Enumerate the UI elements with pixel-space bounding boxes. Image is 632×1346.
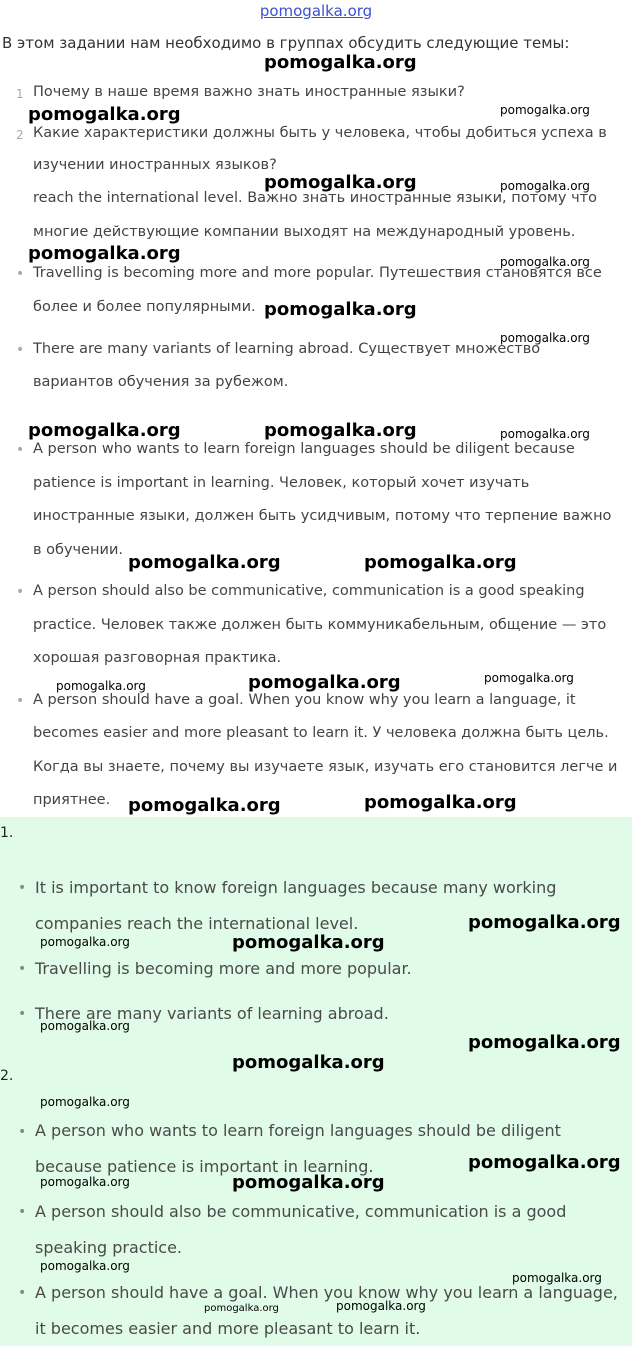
site-logo-link[interactable]: pomogalka.org xyxy=(259,2,373,20)
question-2-line-1: Какие характеристики должны быть у человека, чтобы добиться успеха в xyxy=(33,125,607,141)
bullet-icon: • xyxy=(16,442,25,458)
watermark: pomogalka.org xyxy=(500,331,590,345)
bullet-5-line-1: A person should have a goal. When you know why you learn a language, it xyxy=(33,692,576,708)
answer-2-3-line-1: A person should have a goal. When you know why you learn a language, xyxy=(35,1283,618,1302)
watermark: pomogalka.org xyxy=(40,1019,130,1033)
section-heading-2: 2. xyxy=(0,1068,14,1084)
watermark: pomogalka.org xyxy=(500,179,590,193)
question-1: Почему в наше время важно знать иностранные языки? xyxy=(33,84,465,100)
bullet-icon: • xyxy=(18,1006,27,1022)
answer-2-2-line-1: A person should also be communicative, communication is a good xyxy=(35,1202,567,1221)
watermark: pomogalka.org xyxy=(128,552,281,573)
watermark: pomogalka.org xyxy=(232,1052,385,1073)
watermark: pomogalka.org xyxy=(28,104,181,125)
watermark: pomogalka.org xyxy=(204,1303,279,1314)
bullet-3-line-4: в обучении. xyxy=(33,542,123,558)
bullet-3-line-2: patience is important in learning. Человек, который хочет изучать xyxy=(33,475,530,491)
answer-intro-line-2: многие действующие компании выходят на международный уровень. xyxy=(33,224,576,240)
bullet-1-line-1: Travelling is becoming more and more popular. Путешествия становятся все xyxy=(33,265,602,281)
answer-2-2-line-2: speaking practice. xyxy=(35,1238,183,1257)
bullet-icon: • xyxy=(16,266,25,282)
watermark: pomogalka.org xyxy=(128,795,281,816)
watermark: pomogalka.org xyxy=(264,299,417,320)
bullet-icon: • xyxy=(18,961,27,977)
bullet-icon: • xyxy=(18,1204,27,1220)
watermark: pomogalka.org xyxy=(264,420,417,441)
bullet-2-line-2: вариантов обучения за рубежом. xyxy=(33,374,289,390)
watermark: pomogalka.org xyxy=(500,255,590,269)
watermark: pomogalka.org xyxy=(468,1152,621,1173)
bullet-icon: • xyxy=(16,693,25,709)
watermark: pomogalka.org xyxy=(500,103,590,117)
bullet-icon: • xyxy=(18,1285,27,1301)
watermark: pomogalka.org xyxy=(264,172,417,193)
watermark: pomogalka.org xyxy=(40,1095,130,1109)
bullet-icon: • xyxy=(16,584,25,600)
watermark: pomogalka.org xyxy=(40,935,130,949)
watermark: pomogalka.org xyxy=(264,52,417,73)
watermark: pomogalka.org xyxy=(484,671,574,685)
watermark: pomogalka.org xyxy=(40,1175,130,1189)
watermark: pomogalka.org xyxy=(232,1172,385,1193)
watermark: pomogalka.org xyxy=(364,552,517,573)
bullet-4-line-2: practice. Человек также должен быть коммуникабельным, общение — это xyxy=(33,617,607,633)
bullet-5-line-4: приятнее. xyxy=(33,792,111,808)
bullet-3-line-1: A person who wants to learn foreign languages should be diligent because xyxy=(33,441,575,457)
watermark: pomogalka.org xyxy=(40,1259,130,1273)
intro-text: В этом задании нам необходимо в группах обсудить следующие темы: xyxy=(2,34,570,52)
bullet-3-line-3: иностранные языки, должен быть усидчивым, потому что терпение важно xyxy=(33,508,612,524)
bullet-4-line-3: хорошая разговорная практика. xyxy=(33,650,282,666)
bullet-5-line-3: Когда вы знаете, почему вы изучаете язык, изучать его становится легче и xyxy=(33,759,618,775)
watermark: pomogalka.org xyxy=(468,1032,621,1053)
watermark: pomogalka.org xyxy=(28,243,181,264)
watermark: pomogalka.org xyxy=(468,912,621,933)
watermark: pomogalka.org xyxy=(500,427,590,441)
watermark: pomogalka.org xyxy=(248,672,401,693)
bullet-icon: • xyxy=(18,880,27,896)
answer-1-1-line-1: It is important to know foreign languages because many working xyxy=(35,878,557,897)
question-2-line-2: изучении иностранных языков? xyxy=(33,157,277,173)
bullet-4-line-1: A person should also be communicative, communication is a good speaking xyxy=(33,583,585,599)
bullet-icon: • xyxy=(18,1124,27,1140)
answer-1-3-line-1: There are many variants of learning abroad. xyxy=(35,1004,389,1023)
watermark: pomogalka.org xyxy=(364,792,517,813)
list-number: 2 xyxy=(16,128,24,142)
answer-1-2-line-1: Travelling is becoming more and more popular. xyxy=(35,959,412,978)
answer-2-1-line-2: because patience is important in learning. xyxy=(35,1157,374,1176)
watermark: pomogalka.org xyxy=(232,932,385,953)
answer-2-3-line-2: it becomes easier and more pleasant to learn it. xyxy=(35,1319,421,1338)
section-heading-1: 1. xyxy=(0,825,14,841)
answer-2-1-line-1: A person who wants to learn foreign languages should be diligent xyxy=(35,1121,561,1140)
bullet-1-line-2: более и более популярными. xyxy=(33,299,256,315)
bullet-2-line-1: There are many variants of learning abroad. Существует множество xyxy=(33,341,541,357)
answer-intro-line-1: reach the international level. Важно знать иностранные языки, потому что xyxy=(33,190,597,206)
watermark: pomogalka.org xyxy=(28,420,181,441)
watermark: pomogalka.org xyxy=(336,1299,426,1313)
answer-1-1-line-2: companies reach the international level. xyxy=(35,914,359,933)
bullet-5-line-2: becomes easier and more pleasant to learn it. У человека должна быть цель. xyxy=(33,725,609,741)
list-number: 1 xyxy=(16,87,24,101)
watermark: pomogalka.org xyxy=(512,1271,602,1285)
watermark: pomogalka.org xyxy=(56,679,146,693)
bullet-icon: • xyxy=(16,342,25,358)
